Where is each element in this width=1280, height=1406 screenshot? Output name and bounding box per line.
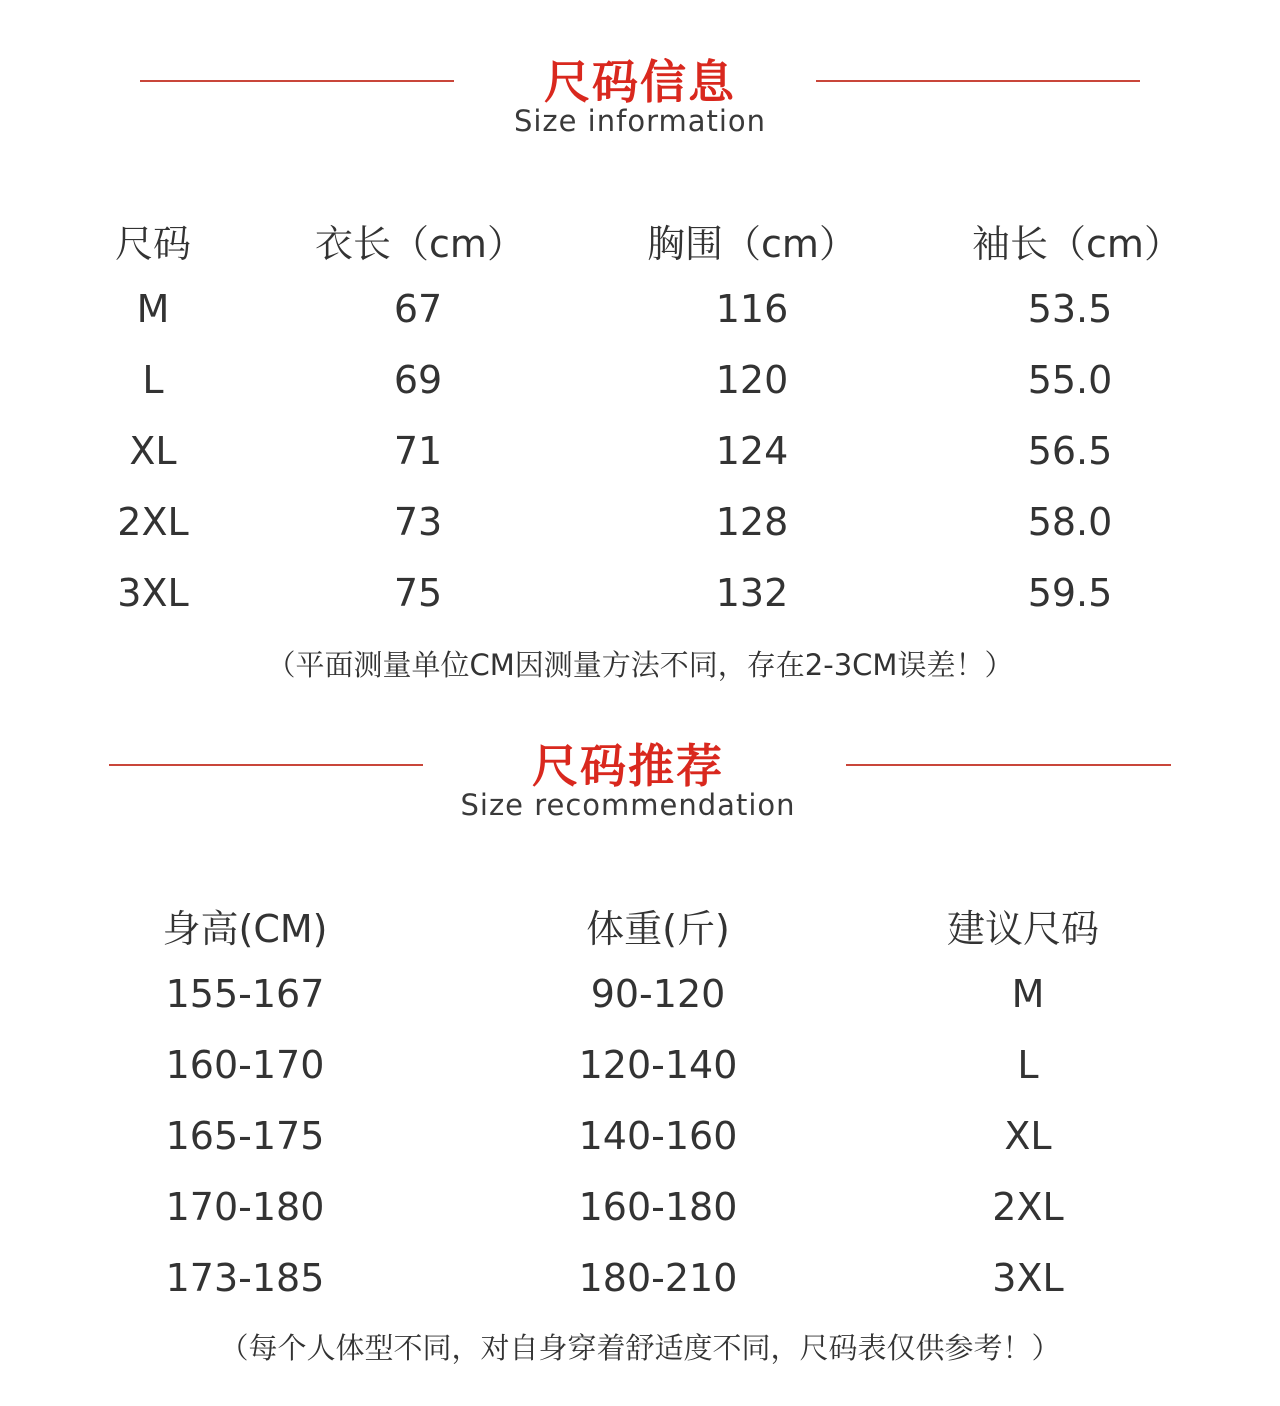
cell-size: XL [129, 429, 177, 473]
header-chest: 胸围（cm） [647, 222, 857, 266]
cell-suggested-size: XL [1004, 1114, 1052, 1158]
cell-size: M [136, 287, 170, 331]
cell-length: 73 [393, 500, 443, 544]
cell-height: 155-167 [165, 972, 325, 1016]
cell-height: 165-175 [165, 1114, 325, 1158]
cell-chest: 124 [715, 429, 789, 473]
header-size: 尺码 [114, 222, 192, 266]
cell-weight: 160-180 [578, 1185, 738, 1229]
cell-length: 69 [393, 358, 443, 402]
cell-sleeve: 56.5 [1027, 429, 1113, 473]
cell-suggested-size: L [1017, 1043, 1039, 1087]
cell-suggested-size: M [1011, 972, 1045, 1016]
cell-length: 67 [393, 287, 443, 331]
reference-note: （每个人体型不同，对自身穿着舒适度不同，尺码表仅供参考！） [219, 1331, 1061, 1365]
cell-size: 2XL [117, 500, 189, 544]
section-title-size-info: 尺码信息 [544, 55, 736, 109]
cell-chest: 132 [715, 571, 789, 615]
cell-height: 170-180 [165, 1185, 325, 1229]
cell-chest: 120 [715, 358, 789, 402]
cell-size: 3XL [117, 571, 189, 615]
section-subtitle-size-info: Size information [513, 104, 767, 138]
cell-chest: 116 [715, 287, 789, 331]
cell-height: 173-185 [165, 1256, 325, 1300]
cell-weight: 120-140 [578, 1043, 738, 1087]
cell-sleeve: 53.5 [1027, 287, 1113, 331]
header-sleeve: 袖长（cm） [972, 222, 1182, 266]
cell-length: 71 [393, 429, 443, 473]
header-length: 衣长（cm） [315, 222, 525, 266]
cell-suggested-size: 3XL [992, 1256, 1064, 1300]
cell-sleeve: 58.0 [1027, 500, 1113, 544]
cell-weight: 180-210 [578, 1256, 738, 1300]
section-subtitle-size-recommendation: Size recommendation [460, 788, 796, 822]
header-height: 身高(CM) [162, 907, 328, 951]
cell-size: L [142, 358, 164, 402]
cell-height: 160-170 [165, 1043, 325, 1087]
cell-chest: 128 [715, 500, 789, 544]
cell-sleeve: 59.5 [1027, 571, 1113, 615]
cell-weight: 90-120 [590, 972, 726, 1016]
cell-weight: 140-160 [578, 1114, 738, 1158]
header-weight: 体重(斤) [586, 907, 730, 951]
cell-suggested-size: 2XL [992, 1185, 1064, 1229]
measurement-note: （平面测量单位CM因测量方法不同，存在2-3CM误差！） [266, 648, 1014, 682]
cell-sleeve: 55.0 [1027, 358, 1113, 402]
header-suggested-size: 建议尺码 [946, 907, 1100, 951]
cell-length: 75 [393, 571, 443, 615]
section-title-size-recommendation: 尺码推荐 [532, 739, 724, 793]
